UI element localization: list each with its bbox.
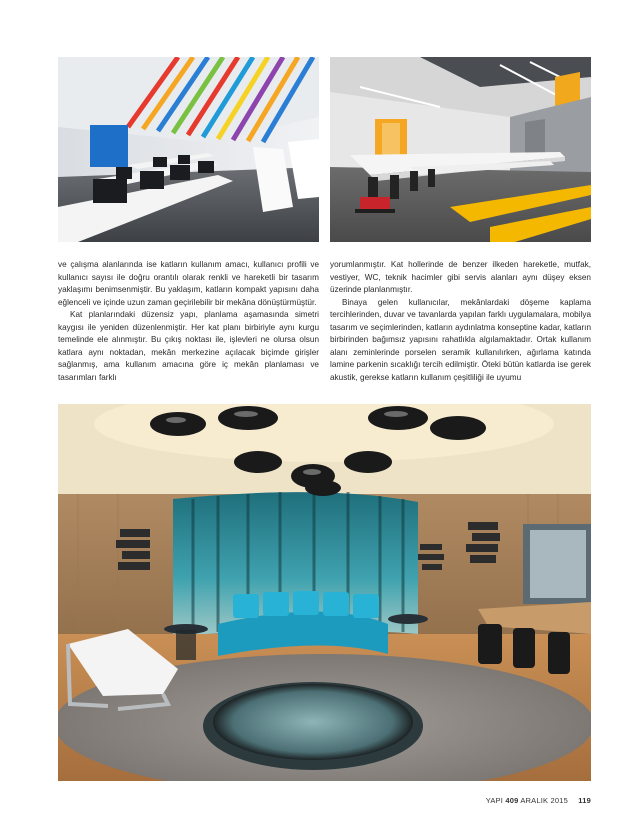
photo-lounge [58,404,591,781]
body-paragraph: Binaya gelen kullanıcılar, mekânlardaki döşeme kaplama tercihlerinden, duvar ve tavanlarda yapılan farklı uygulamalara, mobilya tasarım ve seçimlerinden, katların aydınlatma konseptine kadar, katların birbirinden bağımsız yapısını rahatlıkla algılamaktadır. Ortak kullanım alanı zeminlerinde porselen seramik kullanılırken, ağırlama katında lamine parkenin sıcaklığı tercih edilmiştir. Öteki bütün katlarda ise gerek akustik, gerekse katların kullanım çeşitliliği ile uyumu [330,297,591,382]
issue-number: 409 [505,796,519,805]
photo-computer-lab [58,57,319,242]
magazine-name: YAPI [485,796,504,805]
page-number: 119 [578,796,591,805]
body-paragraph: Kat planlarındaki düzensiz yapı, planlama aşamasında simetri kaygısı ile yeniden düzenlenmiştir. Her kat planı birbiriyle aynı kurgu temelinde ele alınmıştır. Bu çıkış noktası ile, işlevleri ne olursa olsun katlara aynı noktadan, mekân merkezine açılacak biçimde girişler sağlanmış, ama kullanım amacına göre iç mekân planlaması ve tasarımları farklı [58,310,319,382]
page-footer [486,796,591,805]
text-column-left [58,259,319,384]
issue-date: ARALIK 2015 [520,796,568,805]
photo-meeting-room [330,57,591,242]
text-column-right [330,259,591,384]
body-paragraph: ve çalışma alanlarında ise katların kullanım amacı, kullanıcı profili ve kullanıcı sayısı ile doğru orantılı olarak renkli ve hareketli bir tasarım yaklaşımı benimsenmiştir. Bu yaklaşım, katların kompakt yapısını daha eğlenceli ve içinde uzun zaman geçirilebilir bir mekâna dönüştürmüştür. [58,260,319,307]
body-paragraph: yorumlanmıştır. Kat hollerinde de benzer ilkeden hareketle, mutfak, vestiyer, WC, teknik hacimler gibi servis alanları aynı düşey eksen üzerinde planlanmıştır. [330,260,591,294]
